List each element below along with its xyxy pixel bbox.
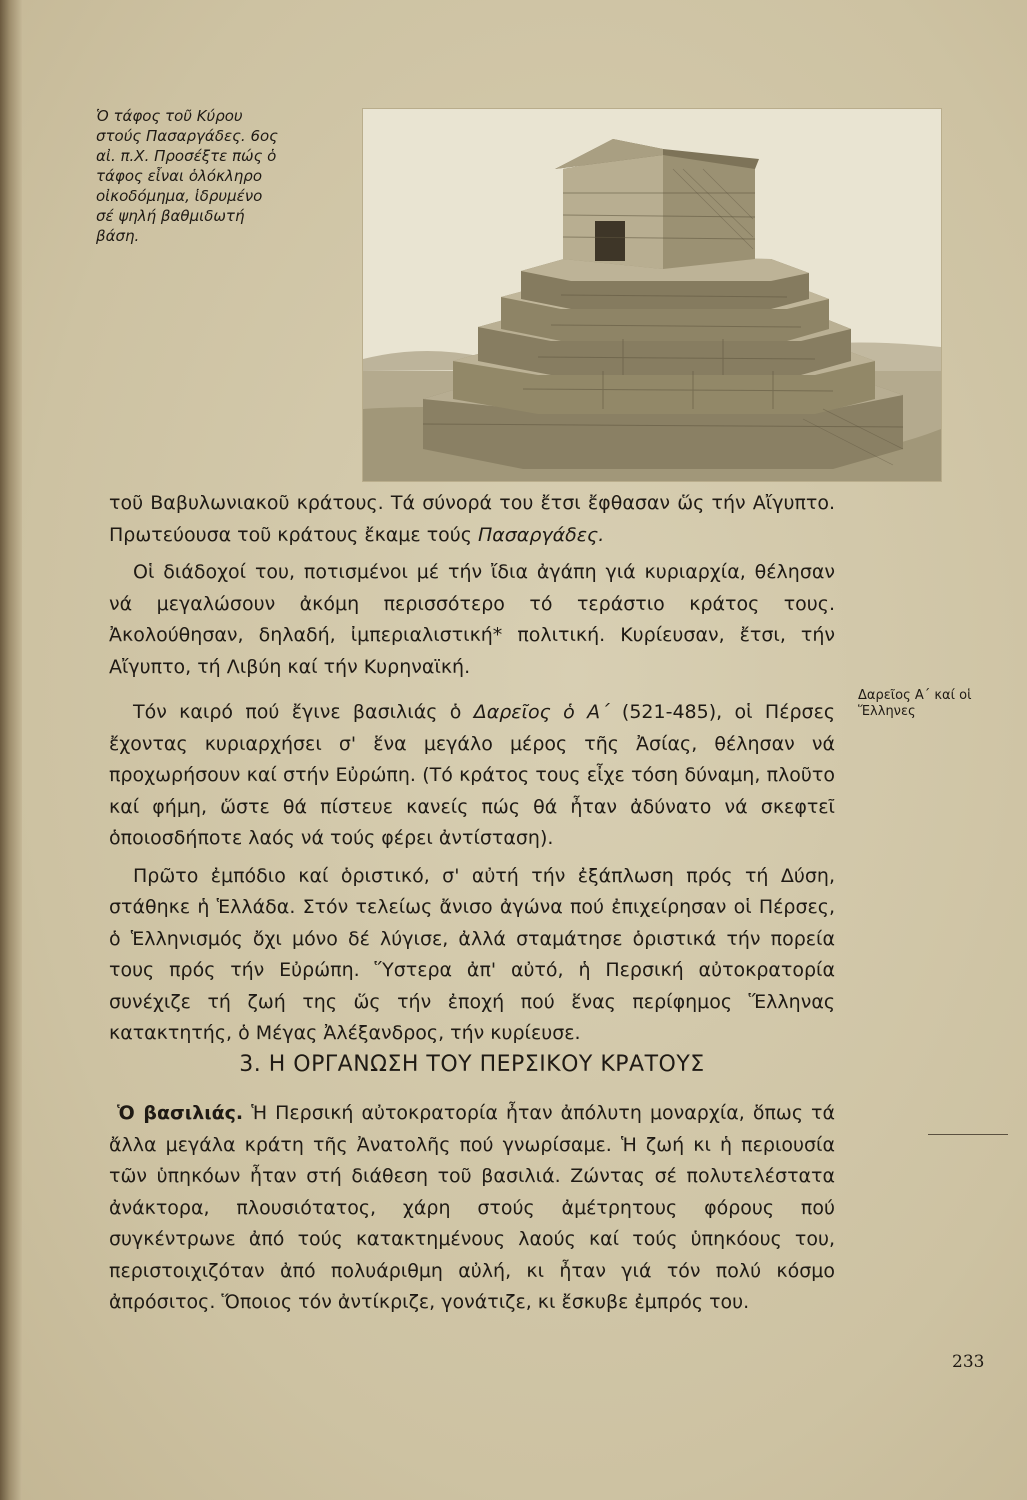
paragraph-text: τοῦ Βαβυλωνιακοῦ κράτους. Τά σύνορά του ἔτσι ἔφθασαν ὥς τήν Αἴγυπτο. Πρωτεύουσα τοῦ κράτους ἔκαμε τούς (109, 492, 835, 546)
paragraph-darius (109, 697, 835, 855)
paragraph-king (109, 1098, 835, 1319)
paragraph-emphasis: Δαρεῖος ὁ Α΄ (473, 701, 610, 723)
caption-line: στούς Πασαργάδες. 6ος (96, 127, 278, 145)
section-heading: 3. Η ΟΡΓΑΝΩΣΗ ΤΟΥ ΠΕΡΣΙΚΟΥ ΚΡΑΤΟΥΣ (239, 1052, 705, 1077)
paragraph-successors: Οἱ διάδοχοί του, ποτισμένοι μέ τήν ἴδια ἀγάπη γιά κυριαρχία, θέλησαν νά μεγαλώσουν ἀκόμη περισσότερο τό τεράστιο κράτος τους. Ἀκολούθησαν, δηλαδή, ἰμπεριαλιστική* πολιτική. Κυρίευσαν, ἔτσι, τήν Αἴγυπτο, τή Λιβύη καί τήν Κυρηναϊκή. (109, 561, 835, 678)
margin-note-line: Δαρεῖος Α΄ καί οἱ (858, 688, 972, 703)
figure-caption (96, 106, 346, 246)
margin-rule (928, 1134, 1008, 1135)
caption-line: αἰ. π.Χ. Προσέξτε πώς ὁ (96, 147, 277, 165)
caption-line: τάφος εἶναι ὁλόκληρο (96, 167, 263, 185)
caption-line: Ὁ τάφος τοῦ Κύρου (96, 107, 243, 125)
tomb-of-cyrus-engraving (362, 108, 942, 482)
page-number: 233 (952, 1352, 985, 1372)
paragraph-babylonian (109, 488, 835, 551)
paragraph-lead: Ὁ βασιλιάς. (117, 1102, 244, 1124)
paragraph-text: Ἡ Περσική αὐτοκρατορία ἦταν ἀπόλυτη μοναρχία, ὅπως τά ἄλλα μεγάλα κράτη τῆς Ἀνατολῆς πού γνωρίσαμε. Ἡ ζωή κι ἡ περιουσία τῶν ὑπηκόων ἦταν στή διάθεση τοῦ βασιλιά. Ζώντας σέ πολυτελέστατα ἀνάκτορα, πλουσιότατος, χάρη στούς ἀμέτρητους φόρους πού συγκέντρωνε ἀπό τούς κατακτημένους λαούς καί τούς ὑπηκόους του, περιστοιχιζόταν ἀπό πολυάριθμη αὐλή, κι ἦταν γιά τόν πολύ κόσμο ἀπρόσιτος. Ὅποιος τόν ἀντίκριζε, γονάτιζε, κι ἔσκυβε ἐμπρός του. (109, 1102, 835, 1313)
paragraph-text: Τόν καιρό πού ἔγινε βασιλιάς ὁ (133, 701, 474, 723)
book-spine-shadow (0, 0, 22, 1500)
paragraph-emphasis: Πασαργάδες. (477, 523, 605, 546)
caption-line: σέ ψηλή βαθμιδωτή (96, 207, 245, 225)
margin-note (858, 688, 998, 720)
caption-line: οἰκοδόμημα, ἱδρυμένο (96, 187, 263, 205)
margin-note-line: Ἕλληνες (858, 704, 916, 719)
section-text-block (109, 1098, 835, 1319)
main-text-block (109, 488, 835, 1056)
caption-line: βάση. (96, 227, 140, 245)
paragraph-text: (521-485), οἱ Πέρσες ἔχοντας κυριαρχήσει σ' ἕνα μεγάλο μέρος τῆς Ἀσίας, θέλησαν νά προχωρήσουν καί στήν Εὐρώπη. (Τό κράτος τους εἶχε τόση δύναμη, πλοῦτο καί φήμη, ὥστε θά πίστευε κανείς πώς θά ἦταν ἀδύνατο νά σκεφτεῖ ὁποιοσδήποτε λαός νά τούς φέρει ἀντίσταση). (109, 701, 835, 849)
paragraph-greece: Πρῶτο ἐμπόδιο καί ὁριστικό, σ' αὐτή τήν ἐξάπλωση πρός τή Δύση, στάθηκε ἡ Ἑλλάδα. Στόν τελείως ἄνισο ἀγώνα πού ἐπιχείρησαν οἱ Πέρσες, ὁ Ἑλληνισμός ὄχι μόνο δέ λύγισε, ἀλλά σταμάτησε ὁριστικά τήν πορεία τους πρός τήν Εὐρώπη. Ὕστερα ἀπ' αὐτό, ἡ Περσική αὐτοκρατορία συνέχιζε τή ζωή της ὥς τήν ἐποχή πού ἕνας περίφημος Ἕλληνας κατακτητής, ὁ Μέγας Ἀλέξανδρος, τήν κυρίευσε. (109, 864, 835, 1044)
tomb-illustration (363, 109, 941, 481)
